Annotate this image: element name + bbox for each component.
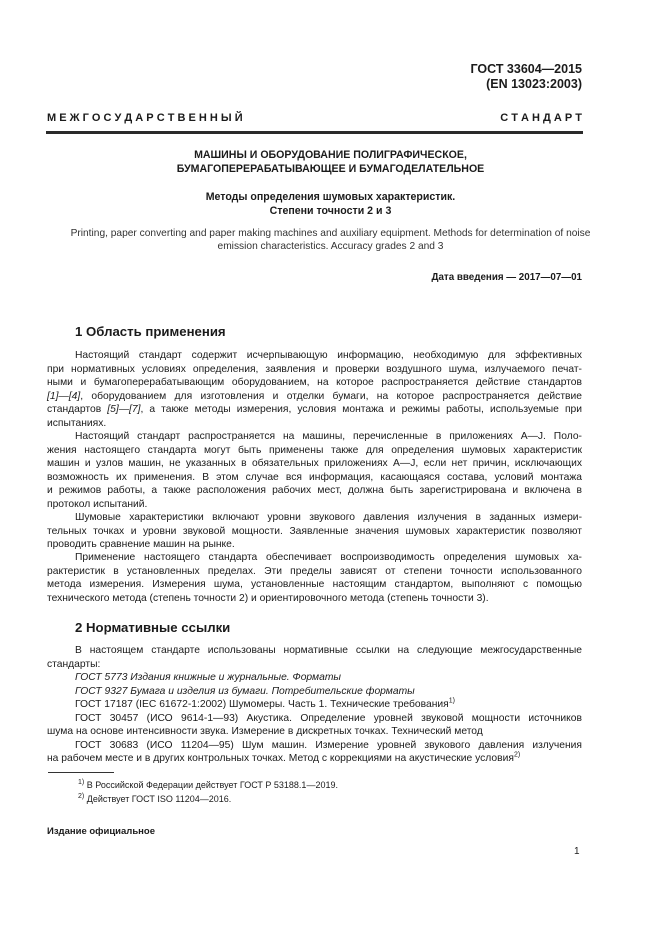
footnote-marker: 2) bbox=[513, 751, 521, 759]
text-line bbox=[47, 403, 582, 417]
banner-right: С Т А Н Д А Р Т bbox=[500, 112, 582, 124]
reference-item: ГОСТ 30457 (ИСО 9614-1—93) Акустика. Определение уровней звуковой мощности источников bbox=[75, 712, 582, 724]
section-1-paragraph-3 bbox=[47, 511, 582, 552]
text-fragment: , оборудованием для изготовления и отделки бумаги, на которое распространяется действие bbox=[80, 390, 582, 402]
text-line: машин и узлов машин, не указанных в обязательных приложениях А—J, если нет причин, исключающих bbox=[47, 458, 582, 469]
banner-left: М Е Ж Г О С У Д А Р С Т В Е Н Н Ы Й bbox=[47, 112, 243, 124]
section-1-paragraph-1 bbox=[47, 349, 582, 430]
text-line: технического метода (степень точности 2) и ориентировочного метода (степень точности 3). bbox=[47, 592, 489, 604]
text-fragment: , а также методы измерения, условия монтажа и режимы работы, используемые при bbox=[140, 404, 583, 415]
standard-number-en: (EN 13023:2003) bbox=[486, 77, 582, 91]
footnote-2 bbox=[78, 794, 231, 804]
section-1-paragraph-4 bbox=[47, 551, 582, 605]
subtitle-line-2: Степени точности 2 и 3 bbox=[269, 205, 392, 217]
text-line: протокол испытаний. bbox=[47, 498, 148, 510]
official-edition-label: Издание официальное bbox=[47, 826, 155, 837]
footnote-marker: 1) bbox=[448, 697, 455, 705]
reference-item-continued: шума на основе интенсивности звука. Измерение в дискретных точках. Технический метод bbox=[47, 726, 483, 737]
text-line: возможность их применения. В этом случае вся информация, касающаяся состава, условий монтажа bbox=[47, 471, 582, 483]
reference-link: [5]—[7] bbox=[107, 404, 141, 415]
section-1-paragraph-2 bbox=[47, 430, 582, 511]
footnote-text: Действует ГОСТ ISO 11204—2016. bbox=[86, 794, 232, 804]
reference-item: ГОСТ 5773 Издания книжные и журнальные. Форматы bbox=[75, 672, 341, 683]
text-line: Настоящий стандарт распространяется на машины, перечисленные в приложениях А—J. Поло- bbox=[75, 431, 582, 442]
footnote-mark: 1) bbox=[78, 779, 85, 786]
text-line: испытаниях. bbox=[47, 417, 107, 429]
section-2-paragraph-1 bbox=[47, 644, 582, 671]
footnote-1 bbox=[78, 780, 338, 790]
text-line: Применение настоящего стандарта обеспечивает воспроизводимость определения шумовых ха- bbox=[75, 552, 582, 563]
text-line: тельных точках и уровни звуковой мощности. Заявленные значения шумовых характеристик позволяют bbox=[47, 525, 582, 537]
standard-banner bbox=[47, 112, 582, 124]
text-line: метода измерения. Измерения шума, установленные настоящим стандартом, выполняют с помощью bbox=[47, 579, 582, 590]
text-line: В настоящем стандарте использованы нормативные ссылки на следующие межгосударственные bbox=[75, 645, 582, 656]
subtitle-line-1: Методы определения шумовых характеристик. bbox=[205, 191, 456, 203]
text-line: жения настоящего стандарта могут быть применены также для определения шумовых характеристик bbox=[47, 444, 582, 456]
title-line-1: МАШИНЫ И ОБОРУДОВАНИЕ ПОЛИГРАФИЧЕСКОЕ, bbox=[194, 149, 467, 161]
text-line: ными и бумагоперерабатывающим оборудованием, на которое распространяется действие стандартов bbox=[47, 377, 582, 388]
reference-item-continued bbox=[47, 752, 582, 766]
intro-date: Дата введения — 2017—07—01 bbox=[431, 272, 582, 283]
text-fragment: ГОСТ 17187 (IEC 61672-1:2002) Шумомеры. Часть 1. Технические требования bbox=[75, 699, 449, 710]
text-fragment: стандартов bbox=[47, 404, 108, 415]
text-line: Шумовые характеристики включают уровни звукового давления излучения в заданных измери- bbox=[75, 512, 582, 523]
text-line: Настоящий стандарт содержит исчерпывающую информацию, необходимую для эффективных bbox=[75, 350, 582, 361]
text-line: при нормативных условиях определения, заявления и проверки воздушного шума, излучаемого печат- bbox=[47, 363, 582, 375]
text-line: стандарты: bbox=[47, 658, 101, 670]
reference-item: ГОСТ 30683 (ИСО 11204—95) Шум машин. Измерение уровней звукового давления излучения bbox=[75, 739, 582, 751]
footnote-rule bbox=[48, 772, 114, 773]
section-2-title: 2 Нормативные ссылки bbox=[75, 620, 231, 635]
text-line: и режимов работы, а также расположения рабочих мест, должна быть зарегистрирована и включена в bbox=[47, 485, 582, 496]
reference-item bbox=[47, 698, 582, 712]
title-line-2: БУМАГОПЕРЕРАБАТЫВАЮЩЕЕ И БУМАГОДЕЛАТЕЛЬНОЕ bbox=[176, 163, 485, 175]
standard-number: ГОСТ 33604—2015 bbox=[470, 62, 582, 76]
english-title-line-2: emission characteristics. Accuracy grades 2 and 3 bbox=[217, 241, 444, 252]
footnote-mark: 2) bbox=[78, 793, 85, 800]
footnote-text: В Российской Федерации действует ГОСТ Р 53188.1—2019. bbox=[86, 780, 338, 790]
text-line: рактеристик в установленных пределах. Эти пределы зависят от степени точности использованного bbox=[47, 565, 582, 577]
english-title-line-1: Printing, paper converting and paper making machines and auxiliary equipment. Methods for determination of noise bbox=[70, 228, 591, 239]
section-1-title: 1 Область применения bbox=[75, 324, 226, 339]
reference-item: ГОСТ 9327 Бумага и изделия из бумаги. Потребительские форматы bbox=[75, 685, 415, 697]
banner-rule bbox=[46, 131, 583, 134]
reference-link: [1]—[4] bbox=[47, 390, 81, 402]
normative-references-list bbox=[47, 671, 582, 766]
page-number: 1 bbox=[574, 846, 580, 857]
text-line: проводить сравнение машин на рынке. bbox=[47, 539, 235, 550]
text-fragment: на рабочем месте и в других контрольных точках. Метод с коррекциями на акустические условия bbox=[47, 753, 514, 764]
text-line bbox=[47, 390, 582, 404]
